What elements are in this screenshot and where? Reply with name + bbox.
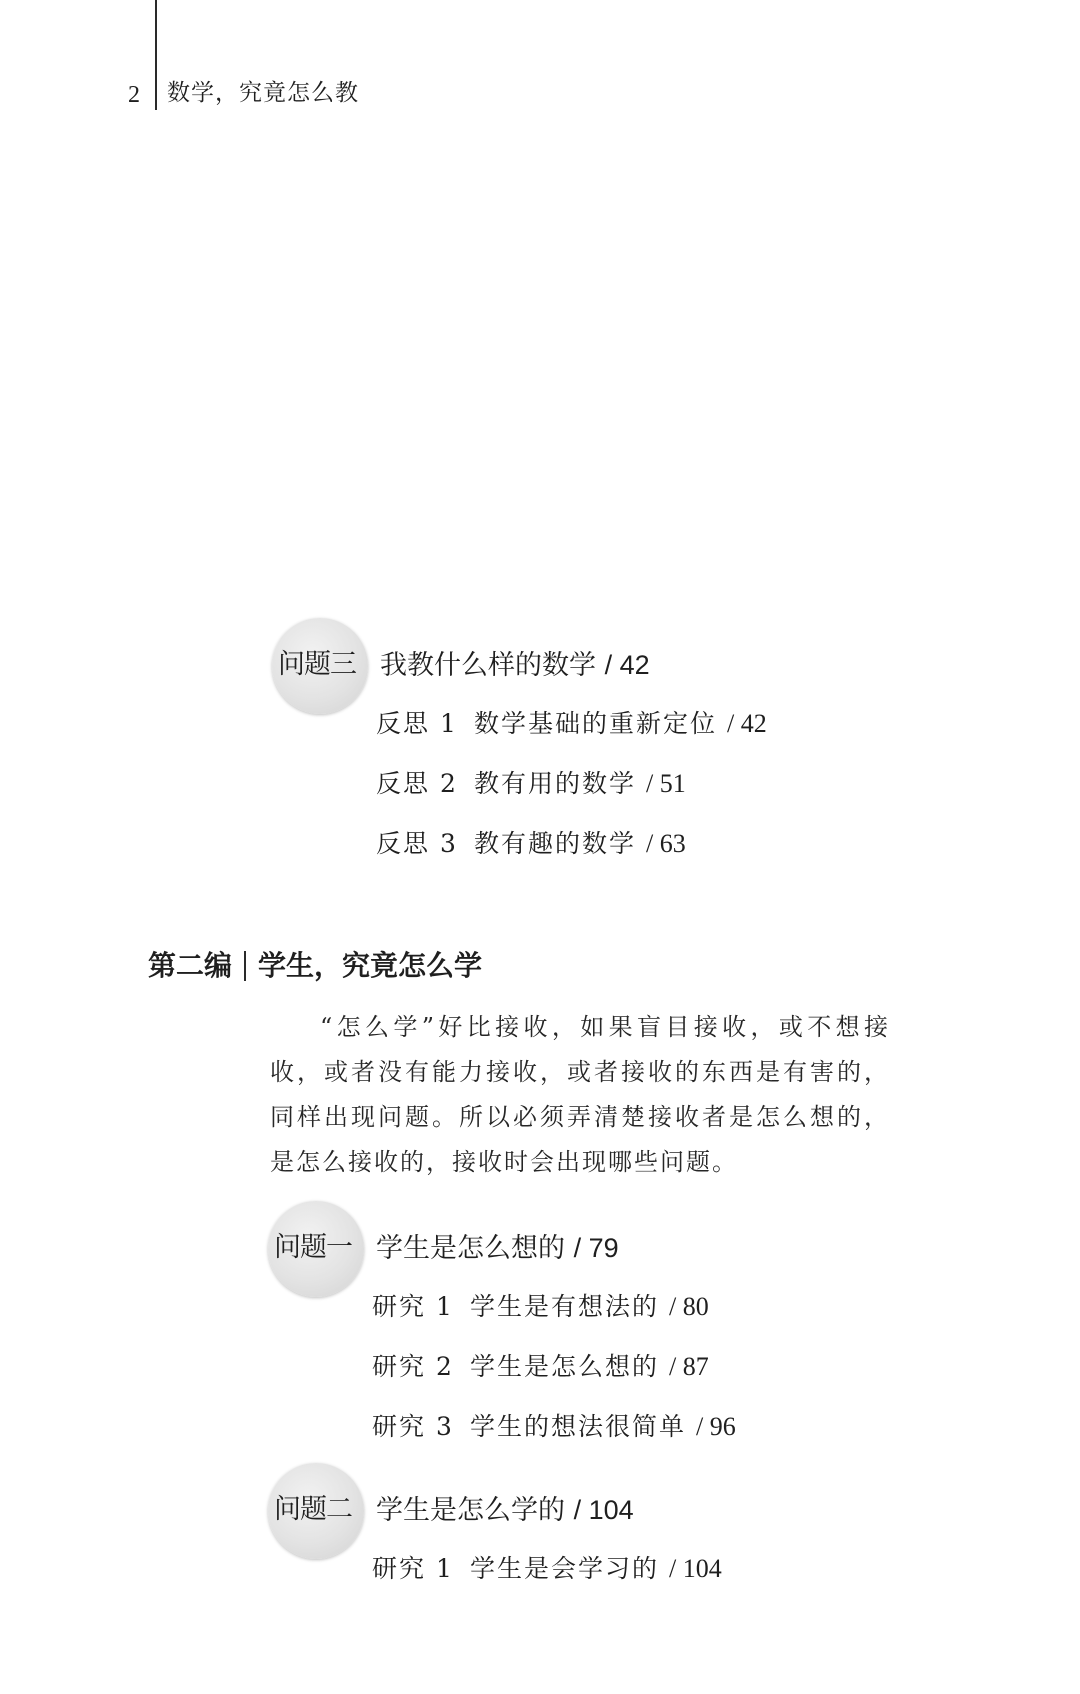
- entry-title: 学生是怎么想的: [470, 1352, 660, 1381]
- question-page-ref: / 42: [604, 650, 650, 680]
- question-title-text: 学生是怎么想的: [376, 1233, 565, 1264]
- entry-label: 反思 1: [376, 709, 458, 738]
- entry-page: / 42: [726, 709, 767, 738]
- entry-page: / 104: [668, 1554, 722, 1583]
- entry-label: 反思 2: [376, 769, 458, 798]
- entry-label: 研究 1: [372, 1292, 454, 1321]
- part-label: 第二编: [148, 949, 233, 982]
- toc-entry[interactable]: [376, 768, 686, 800]
- question-title-text: 学生是怎么学的: [376, 1495, 565, 1526]
- question-title[interactable]: [376, 1493, 634, 1528]
- entry-label: 研究 3: [372, 1412, 454, 1441]
- entry-title: 教有用的数学: [474, 769, 637, 798]
- question-title[interactable]: [376, 1231, 619, 1266]
- part-divider: [244, 951, 246, 981]
- entry-label: 研究 1: [372, 1554, 454, 1583]
- entry-page: / 80: [668, 1292, 709, 1321]
- toc-entry[interactable]: [372, 1351, 709, 1383]
- part-title: 学生，究竟怎么学: [258, 949, 483, 982]
- question-one-block: [268, 1201, 968, 1441]
- entry-page: / 63: [645, 829, 686, 858]
- entry-page: / 87: [668, 1352, 709, 1381]
- entry-title: 教有趣的数学: [474, 829, 637, 858]
- question-page-ref: / 79: [573, 1233, 619, 1263]
- header-rule: [155, 0, 157, 110]
- entry-label: 反思 3: [376, 829, 458, 858]
- question-title[interactable]: [380, 648, 650, 683]
- entry-title: 学生是会学习的: [470, 1554, 660, 1583]
- page-number: 2: [128, 82, 140, 108]
- part-heading[interactable]: [148, 948, 482, 984]
- toc-entry[interactable]: [376, 708, 767, 740]
- question-badge-label: 问题一: [274, 1232, 352, 1263]
- question-title-text: 我教什么样的数学: [380, 650, 596, 681]
- entry-title: 数学基础的重新定位: [474, 709, 718, 738]
- entry-title: 学生是有想法的: [470, 1292, 660, 1321]
- toc-entry[interactable]: [372, 1411, 736, 1443]
- question-page-ref: / 104: [573, 1495, 634, 1525]
- toc-entry[interactable]: [372, 1553, 722, 1585]
- toc-entry[interactable]: [372, 1291, 709, 1323]
- question-three-block: [272, 618, 972, 868]
- running-title: 数学，究竟怎么教: [167, 80, 359, 106]
- entry-page: / 96: [695, 1412, 736, 1441]
- part-intro: “怎么学”好比接收，如果盲目接收，或不想接收，或者没有能力接收，或者接收的东西是有害的，同样出现问题。所以必须弄清楚接收者是怎么想的，是怎么接收的，接收时会出现哪些问题。: [270, 1013, 890, 1176]
- question-badge-label: 问题二: [274, 1494, 352, 1525]
- entry-page: / 51: [645, 769, 686, 798]
- toc-entry[interactable]: [376, 828, 686, 860]
- question-two-block: [268, 1463, 968, 1603]
- question-badge-label: 问题三: [278, 649, 356, 680]
- entry-label: 研究 2: [372, 1352, 454, 1381]
- entry-title: 学生的想法很简单: [470, 1412, 687, 1441]
